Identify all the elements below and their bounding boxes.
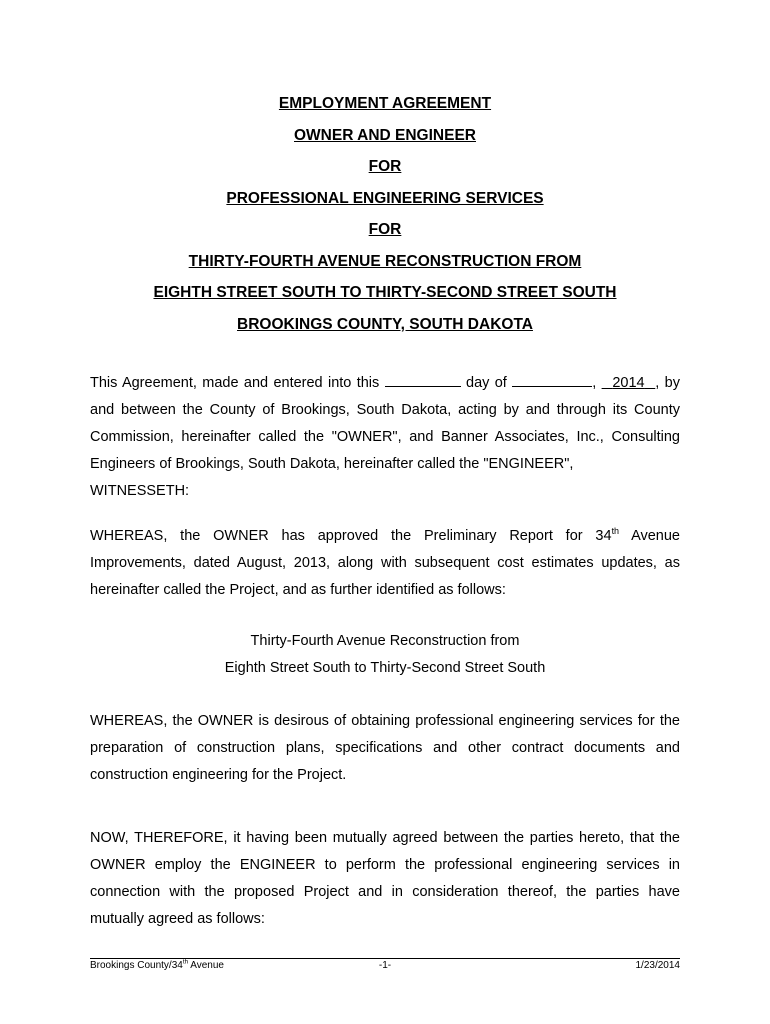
footer-divider — [90, 958, 680, 959]
title-line-6: THIRTY-FOURTH AVENUE RECONSTRUCTION FROM — [188, 252, 582, 270]
agreement-title — [0, 92, 770, 344]
project-line-1: Thirty-Fourth Avenue Reconstruction from — [250, 633, 520, 649]
title-line-2: OWNER AND ENGINEER — [294, 126, 476, 144]
whereas-paragraph-1 — [90, 523, 680, 604]
month-blank — [512, 372, 592, 387]
footer-page-number: -1- — [378, 960, 392, 971]
intro-text-1: This Agreement, made and entered into this — [90, 375, 380, 391]
project-line-2: Eighth Street South to Thirty-Second Street South — [224, 660, 546, 676]
intro-text-3: , — [592, 375, 597, 391]
title-line-8: BROOKINGS COUNTY, SOUTH DAKOTA — [237, 315, 533, 333]
page-footer — [90, 960, 680, 974]
title-line-3: FOR — [368, 158, 402, 175]
whereas1-superscript: th — [611, 526, 620, 537]
now-therefore-paragraph: NOW, THEREFORE, it having been mutually agreed between the parties hereto, that the OWNER employ the ENGINEER to perform the professional engineering services in connection with the proposed Project and in consideration thereof, the parties have mutually agreed as follows: — [90, 830, 680, 927]
whereas1-text-b: Avenue Improvements, dated August, 2013, along with subsequent cost estimates updates, as hereinafter called the Project, and as further identified as follows: — [90, 528, 680, 598]
day-blank — [385, 372, 461, 387]
whereas-paragraph-2: WHEREAS, the OWNER is desirous of obtaining professional engineering services for the preparation of construction plans, specifications and other contract documents and construction engineering for the Project. — [90, 713, 680, 783]
year-field: 2014 — [612, 375, 645, 391]
title-line-5: FOR — [368, 221, 402, 238]
project-description — [90, 628, 680, 682]
title-line-4: PROFESSIONAL ENGINEERING SERVICES — [226, 189, 544, 207]
title-line-1: EMPLOYMENT AGREEMENT — [278, 95, 492, 112]
footer-project: Brookings County/34th Avenue — [90, 958, 224, 971]
title-line-7: EIGHTH STREET SOUTH TO THIRTY-SECOND STREET SOUTH — [153, 284, 617, 301]
footer-date: 1/23/2014 — [635, 960, 680, 971]
intro-text-4: , by and between the County of Brookings, South Dakota, acting by and through its County Commission, hereinafter called the "OWNER", and Banner Associates, Inc., Consulting Engineers of Brookings, South Dakota, hereinafter called the "ENGINEER", — [90, 375, 680, 472]
intro-paragraph — [90, 370, 680, 478]
whereas1-text-a: WHEREAS, the OWNER has approved the Preliminary Report for 34 — [90, 528, 612, 544]
intro-text-2: day of — [466, 375, 507, 391]
witnesseth: WITNESSETH: — [90, 483, 190, 499]
